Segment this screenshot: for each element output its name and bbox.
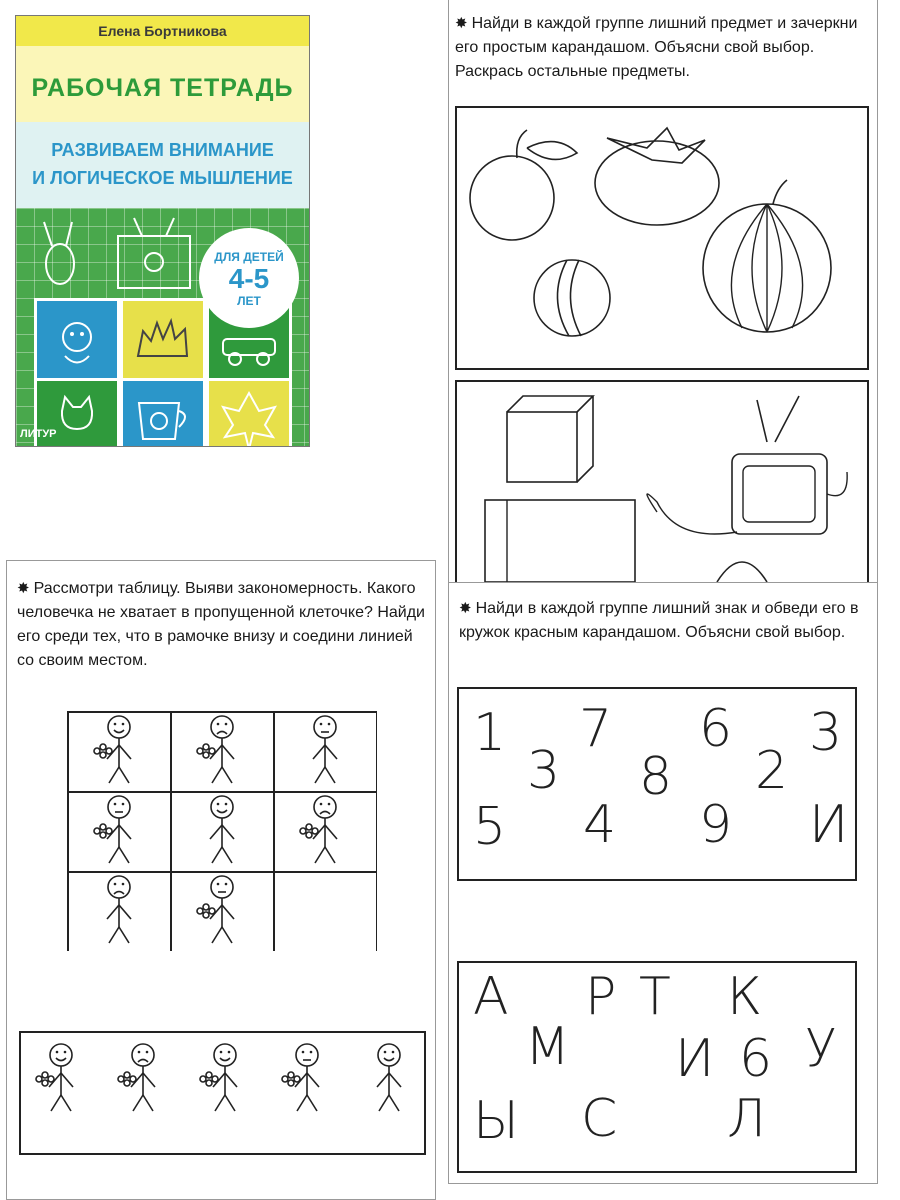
cube-icon xyxy=(507,396,593,482)
sign-1-10: 9 xyxy=(699,795,733,855)
answer-option-figure xyxy=(200,1044,237,1111)
sign-1-5: 3 xyxy=(527,741,561,801)
sign-2-6: И xyxy=(675,1029,715,1089)
pattern-table xyxy=(67,711,377,951)
objects-group-1 xyxy=(455,106,869,370)
leaf-icon xyxy=(209,381,289,447)
table-instruction-text: Рассмотри таблицу. Выяви закономерность. Какого человечка не хватает в пропущенной клеточке? Найди его среди тех, что в рамочке внизу и соедини линией со своим местом. xyxy=(17,580,425,669)
sign-2-3: Т xyxy=(639,967,671,1027)
signs-group-2 xyxy=(457,961,857,1173)
sign-1-7: 2 xyxy=(755,741,789,801)
age-range: 4-5 xyxy=(228,263,270,294)
stick-figure xyxy=(210,796,234,863)
answer-options-drawing xyxy=(21,1033,424,1153)
cover-subtitle xyxy=(16,136,309,192)
sign-1-4: 3 xyxy=(809,703,843,763)
tv-object-icon xyxy=(647,396,847,534)
sign-2-10: С xyxy=(581,1089,618,1149)
sign-1-8: 5 xyxy=(473,797,507,857)
sign-1-6: 8 xyxy=(639,747,673,807)
cover-tile-leaf xyxy=(206,378,292,447)
sign-2-9: Ы xyxy=(473,1091,519,1151)
sign-1-2: 7 xyxy=(579,699,613,759)
objects-instruction-text: Найди в каждой группе лишний предмет и зачеркни его простым карандашом. Объясни свой выбор. Раскрась остальные предметы. xyxy=(455,15,858,80)
page-odd-object xyxy=(448,0,878,651)
star-icon: ✸ xyxy=(17,580,30,597)
stick-figure xyxy=(300,796,337,863)
objects-group-1-drawing xyxy=(457,108,867,368)
publisher-logo: ЛИТУР xyxy=(20,428,57,440)
cover-subtitle-line2: И ЛОГИЧЕСКОЕ МЫШЛЕНИЕ xyxy=(32,168,293,188)
objects-group-2-drawing xyxy=(457,382,867,582)
sign-1-11: И xyxy=(809,795,849,855)
signs-instruction-text: Найди в каждой группе лишний знак и обведи его в кружок красным карандашом. Объясни свой выбор. xyxy=(459,600,859,641)
tv-icon xyxy=(112,214,196,294)
table-instruction xyxy=(17,577,427,673)
stick-figure xyxy=(94,716,131,783)
sign-2-2: Р xyxy=(585,967,617,1027)
cover-title: РАБОЧАЯ ТЕТРАДЬ xyxy=(31,74,294,102)
cover-tile-cup xyxy=(120,378,206,447)
sign-2-8: У xyxy=(805,1019,837,1079)
page-pattern-table xyxy=(6,560,436,1200)
ball-icon xyxy=(534,260,610,336)
book-cover xyxy=(15,15,310,447)
pattern-table-drawing xyxy=(67,711,377,951)
signs-instruction xyxy=(459,597,869,645)
star-icon: ✸ xyxy=(459,600,472,617)
fridge-icon xyxy=(485,500,635,582)
stick-figure xyxy=(94,796,131,863)
cover-author: Елена Бортникова xyxy=(16,16,309,46)
signs-group-1 xyxy=(457,687,857,881)
answer-option-figure xyxy=(282,1044,319,1111)
answer-option-figure xyxy=(377,1044,401,1111)
objects-instruction xyxy=(455,12,865,84)
answer-options-frame xyxy=(19,1031,426,1155)
stick-figure xyxy=(107,876,131,943)
age-suffix: ЛЕТ xyxy=(237,294,261,308)
page-odd-sign xyxy=(448,582,878,1184)
rabbit-icon xyxy=(30,216,90,296)
star-icon: ✸ xyxy=(455,15,468,32)
stick-figure xyxy=(197,716,234,783)
answer-option-figure xyxy=(118,1044,155,1111)
cover-subtitle-line1: РАЗВИВАЕМ ВНИМАНИЕ xyxy=(51,140,274,160)
sign-1-3: 6 xyxy=(699,699,733,759)
stick-figure xyxy=(197,876,234,943)
age-prefix: ДЛЯ ДЕТЕЙ xyxy=(214,250,284,264)
stick-figure xyxy=(313,716,337,783)
table-cell xyxy=(274,872,377,951)
sign-2-1: А xyxy=(473,967,509,1027)
watermelon-icon xyxy=(703,180,831,332)
sign-2-4: К xyxy=(727,967,763,1027)
cover-tile-hedgehog xyxy=(120,298,206,384)
age-badge xyxy=(199,228,299,328)
sign-2-7: 6 xyxy=(739,1029,773,1089)
sign-1-9: 4 xyxy=(583,795,617,855)
sign-2-11: Л xyxy=(727,1089,767,1149)
hedgehog-icon xyxy=(123,301,203,381)
sign-1-1: 1 xyxy=(473,703,507,763)
cup-icon xyxy=(123,381,203,447)
cover-tile-bird xyxy=(34,298,120,384)
sign-2-5: М xyxy=(525,1017,570,1077)
apple-icon xyxy=(470,130,577,240)
tomato-icon xyxy=(595,128,719,225)
bird-icon xyxy=(37,301,117,381)
answer-option-figure xyxy=(36,1044,73,1111)
ball-object-icon xyxy=(717,562,767,582)
